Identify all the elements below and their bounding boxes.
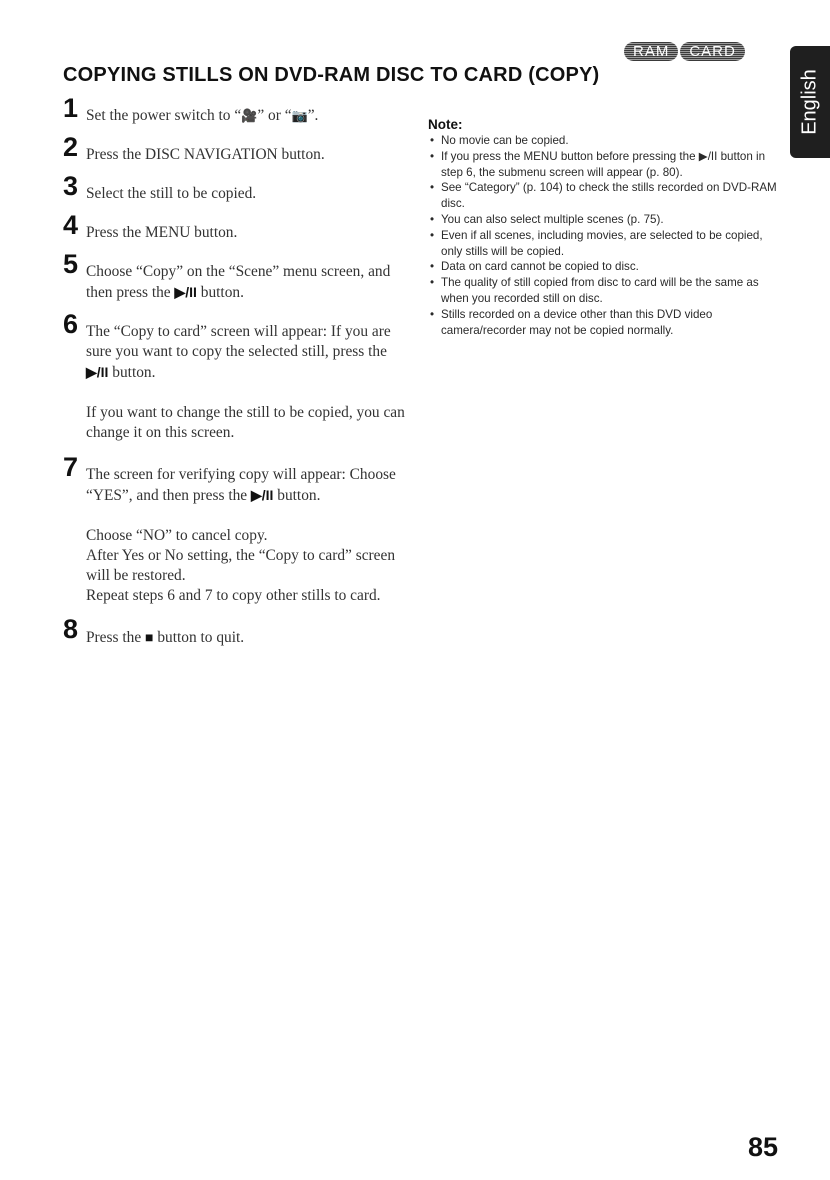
note-heading: Note: — [428, 117, 463, 132]
camera-icon: 📷 — [291, 109, 308, 124]
note-item: • No movie can be copied. — [428, 133, 783, 149]
note-item: • Data on card cannot be copied to disc. — [428, 259, 783, 275]
step-note: After Yes or No setting, the “Copy to card” screen will be restored. — [86, 547, 396, 584]
note-item: • See “Category” (p. 104) to check the stills recorded on DVD-RAM disc. — [428, 180, 783, 212]
play-pause-icon: ▶/II — [174, 284, 197, 300]
step-3 — [63, 171, 413, 204]
step-7 — [63, 452, 413, 606]
step-number: 6 — [63, 309, 79, 339]
stop-icon: ■ — [145, 629, 154, 645]
step-text: Choose “Copy” on the “Scene” menu screen, and then press the ▶/II button. — [86, 263, 391, 301]
note-list — [428, 133, 783, 338]
play-pause-icon: ▶/II — [86, 364, 109, 380]
step-5 — [63, 249, 413, 303]
page-number: 85 — [747, 1132, 778, 1162]
note-item: • You can also select multiple scenes (p. 75). — [428, 212, 783, 228]
note-section — [428, 117, 783, 338]
step-number: 3 — [63, 171, 79, 201]
step-number: 8 — [63, 614, 79, 644]
step-number: 7 — [63, 452, 79, 482]
note-item: • The quality of still copied from disc to card will be the same as when you recorded still on disc. — [428, 275, 783, 307]
step-4 — [63, 210, 413, 243]
step-1 — [63, 93, 413, 127]
step-note: Choose “NO” to cancel copy. — [86, 527, 268, 544]
step-number: 2 — [63, 132, 79, 162]
step-2 — [63, 132, 413, 165]
step-text: Select the still to be copied. — [86, 185, 257, 202]
steps-list — [63, 93, 413, 648]
language-tab — [790, 46, 830, 158]
step-text: The screen for verifying copy will appear: Choose “YES”, and then press the ▶/II button. — [86, 466, 396, 504]
step-text: Press the MENU button. — [86, 224, 238, 241]
step-6 — [63, 309, 413, 443]
step-text: Set the power switch to “🎥” or “📷”. — [86, 107, 319, 124]
media-badges — [624, 42, 745, 61]
step-text: Press the DISC NAVIGATION button. — [86, 146, 325, 163]
play-pause-icon: ▶/II — [250, 487, 274, 503]
note-item: • If you press the MENU button before pressing the ▶/II button in step 6, the submenu screen will appear (p. 80). — [428, 149, 783, 181]
step-number: 4 — [63, 210, 79, 240]
step-text: The “Copy to card” screen will appear: If you are sure you want to copy the selected still, press the ▶/II button. — [86, 323, 391, 381]
note-item: • Stills recorded on a device other than this DVD video camera/recorder may not be copied normally. — [428, 307, 783, 339]
step-number: 1 — [63, 93, 79, 123]
movie-icon: 🎥 — [241, 109, 258, 124]
step-text: Press the ■ button to quit. — [86, 629, 245, 646]
ram-badge: RAM — [624, 42, 678, 61]
step-8 — [63, 614, 413, 648]
card-badge: CARD — [680, 42, 745, 61]
step-note: If you want to change the still to be copied, you can change it on this screen. — [86, 404, 405, 441]
page-title: COPYING STILLS ON DVD-RAM DISC TO CARD (COPY) — [63, 64, 600, 86]
step-note: Repeat steps 6 and 7 to copy other stills to card. — [86, 587, 381, 604]
step-number: 5 — [63, 249, 79, 279]
note-item: • Even if all scenes, including movies, are selected to be copied, only stills will be copied. — [428, 228, 783, 260]
language-tab-label: English — [798, 69, 821, 135]
